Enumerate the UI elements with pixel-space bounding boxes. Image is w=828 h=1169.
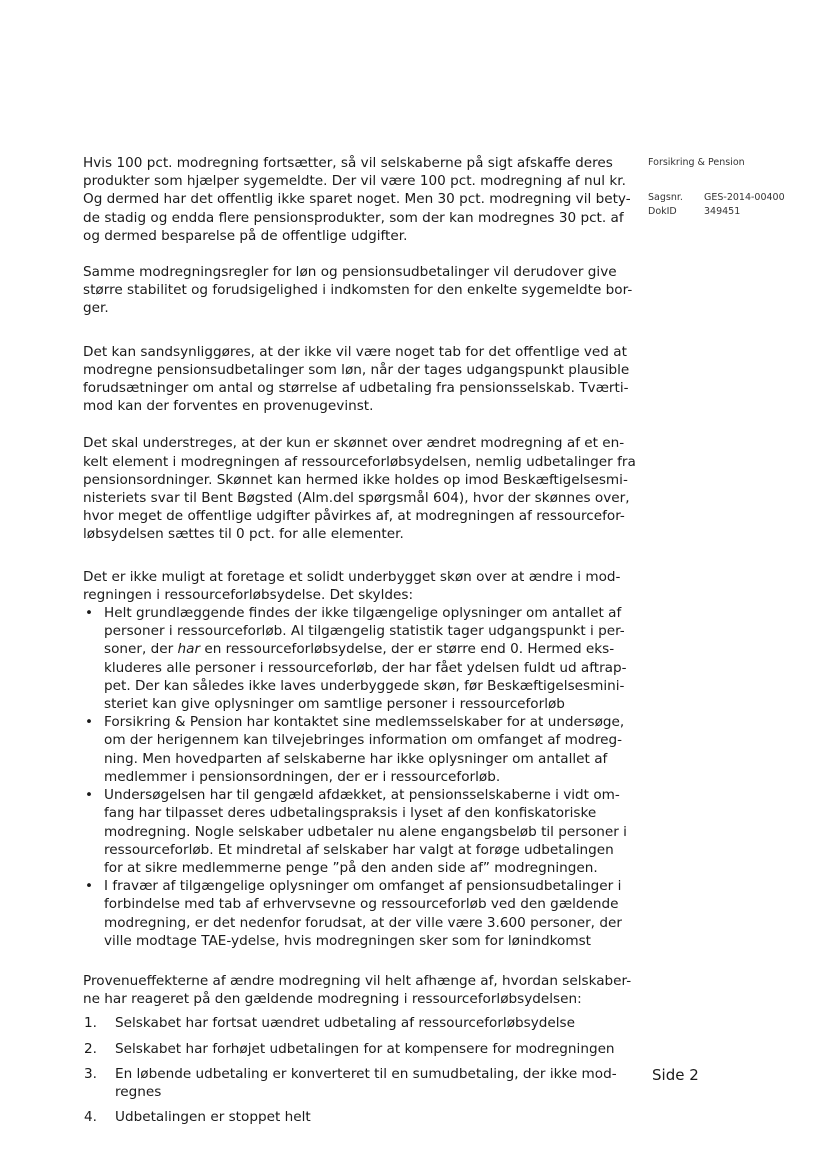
text-line-with-emphasis — [104, 640, 615, 658]
paragraph-2 — [83, 263, 633, 318]
case-number-row — [648, 191, 808, 205]
numbered-item — [83, 1108, 595, 1126]
text-line: Udbetalingen er stoppet helt — [115, 1109, 311, 1126]
text-line: pet. Der kan således ikke laves underbyggede skøn, før Beskæftigelsesmini- — [104, 677, 625, 694]
bullet-marker: • — [85, 878, 94, 895]
organization-name: Forsikring & Pension — [648, 157, 745, 168]
text-line: Forsikring & Pension har kontaktet sine medlemsselskaber for at undersøge, — [104, 714, 625, 731]
text-line: personer i ressourceforløb. Al tilgængelig statistik tager udgangspunkt i per- — [104, 623, 625, 640]
text-fragment: en ressourceforløbsydelse, der er større end 0. Hermed eks- — [200, 641, 615, 658]
item-number: 1. — [84, 1015, 97, 1032]
text-line: regningen i ressourceforløbsydelse. Det skyldes: — [83, 586, 414, 603]
case-number-value: GES-2014-00400 — [704, 192, 785, 203]
paragraph-3 — [83, 343, 630, 416]
text-line: Selskabet har fortsat uændret udbetaling af ressourceforløbsydelse — [115, 1015, 575, 1032]
text-line: Selskabet har forhøjet udbetalingen for at kompensere for modregningen — [115, 1040, 615, 1057]
text-line: Og dermed har det offentlig ikke sparet noget. Men 30 pct. modregning vil bety- — [83, 191, 631, 208]
numbered-list — [83, 1014, 617, 1126]
list-item — [83, 604, 627, 713]
text-line: modregning. Nogle selskaber udbetaler nu alene engangsbeløb til personer i — [104, 823, 627, 840]
text-line: modregning, er det nedenfor forudsat, at der ville være 3.600 personer, der — [104, 914, 622, 931]
item-number: 4. — [84, 1109, 97, 1126]
doc-id-label: DokID — [648, 206, 677, 217]
bullet-marker: • — [85, 714, 94, 731]
paragraph-1 — [83, 154, 631, 245]
text-line: og dermed besparelse på de offentlige udgifter. — [83, 227, 408, 244]
text-line: Det skal understreges, at der kun er skønnet over ændret modregning af et en- — [83, 435, 625, 452]
text-line: Undersøgelsen har til gengæld afdækket, at pensionsselskaberne i vidt om- — [104, 787, 620, 804]
text-line: mod kan der forventes en provenugevinst. — [83, 398, 374, 415]
paragraph-6 — [83, 972, 632, 1008]
numbered-item — [83, 1014, 595, 1032]
text-line: fang har tilpasset deres udbetalingspraksis i lyset af den konfiskatoriske — [104, 805, 597, 822]
text-line: steriet kan give oplysninger om samtlige personer i ressourceforløb — [104, 696, 565, 713]
text-line: ressourceforløb. Et mindretal af selskaber har valgt at forøge udbetalingen — [104, 841, 614, 858]
text-line: Hvis 100 pct. modregning fortsætter, så vil selskaberne på sigt afskaffe deres — [83, 155, 613, 171]
text-line: om der herigennem kan tilvejebringes information om omfanget af modreg- — [104, 732, 623, 749]
text-line: Det kan sandsynliggøres, at der ikke vil være noget tab for det offentlige ved at — [83, 343, 627, 360]
text-line: Helt grundlæggende findes der ikke tilgængelige oplysninger om antallet af — [104, 605, 622, 622]
text-line: forudsætninger om antal og størrelse af udbetaling fra pensionsselskab. Tværti- — [83, 380, 629, 397]
text-line: ne har reageret på den gældende modregning i ressourceforløbsydelsen: — [83, 991, 582, 1008]
bullet-list — [83, 604, 627, 950]
doc-id-value: 349451 — [704, 206, 741, 217]
numbered-item — [83, 1065, 617, 1101]
bullet-marker: • — [85, 787, 94, 804]
page-number: Side 2 — [652, 1066, 699, 1084]
case-number-label: Sagsnr. — [648, 192, 683, 203]
paragraph-5 — [83, 568, 621, 604]
text-line: forbindelse med tab af erhvervsevne og ressourceforløb ved den gældende — [104, 896, 619, 913]
text-line: hvor meget de offentlige udgifter påvirkes af, at modregningen af ressourcefor- — [83, 508, 625, 525]
text-line: En løbende udbetaling er konverteret til en sumudbetaling, der ikke mod- — [115, 1065, 617, 1082]
list-item — [83, 877, 622, 950]
text-line: Samme modregningsregler for løn og pensionsudbetalinger vil derudover give — [83, 264, 617, 281]
text-line: nisteriets svar til Bent Bøgsted (Alm.del spørgsmål 604), hvor der skønnes over, — [83, 490, 630, 507]
text-line: pensionsordninger. Skønnet kan hermed ikke holdes op imod Beskæftigelsesmi- — [83, 471, 628, 488]
document-meta-sidebar — [648, 156, 808, 219]
item-number: 2. — [84, 1040, 97, 1057]
text-line: regnes — [115, 1083, 162, 1100]
text-fragment: soner, der — [104, 641, 178, 658]
list-item — [83, 713, 625, 786]
numbered-item — [83, 1040, 615, 1058]
bullet-marker: • — [85, 605, 94, 622]
text-line: Provenueffekterne af ændre modregning vil helt afhænge af, hvordan selskaber- — [83, 972, 632, 989]
text-line: de stadig og endda flere pensionsprodukter, som der kan modregnes 30 pct. af — [83, 209, 624, 226]
text-line: for at sikre medlemmerne penge ”på den anden side af” modregningen. — [104, 859, 598, 876]
text-line: medlemmer i pensionsordningen, der er i ressourceforløb. — [104, 768, 501, 785]
text-line: større stabilitet og forudsigelighed i indkomsten for den enkelte sygemeldte bor- — [83, 282, 633, 299]
text-line: ville modtage TAE-ydelse, hvis modregningen sker som for lønindkomst — [104, 932, 591, 949]
text-line: ger. — [83, 300, 109, 317]
text-line: løbsydelsen sættes til 0 pct. for alle elementer. — [83, 526, 404, 543]
text-line: I fravær af tilgængelige oplysninger om omfanget af pensionsudbetalinger i — [104, 878, 622, 895]
text-line: ning. Men hovedparten af selskaberne har ikke oplysninger om antallet af — [104, 750, 608, 767]
list-item — [83, 786, 627, 877]
text-line: Det er ikke muligt at foretage et solidt underbygget skøn over at ændre i mod- — [83, 568, 621, 585]
item-number: 3. — [84, 1065, 97, 1082]
text-line: kluderes alle personer i ressourceforløb, der har fået ydelsen fuldt ud aftrap- — [104, 659, 627, 676]
doc-id-row — [648, 205, 808, 219]
paragraph-4 — [83, 434, 636, 543]
document-body — [83, 154, 636, 1133]
text-line: modregne pensionsudbetalinger som løn, når der tages udgangspunkt plausible — [83, 361, 630, 378]
emphasis-text: har — [177, 641, 201, 658]
text-line: kelt element i modregningen af ressourceforløbsydelsen, nemlig udbetalinger fra — [83, 453, 636, 470]
text-line: produkter som hjælper sygemeldte. Der vil være 100 pct. modregning af nul kr. — [83, 173, 626, 190]
